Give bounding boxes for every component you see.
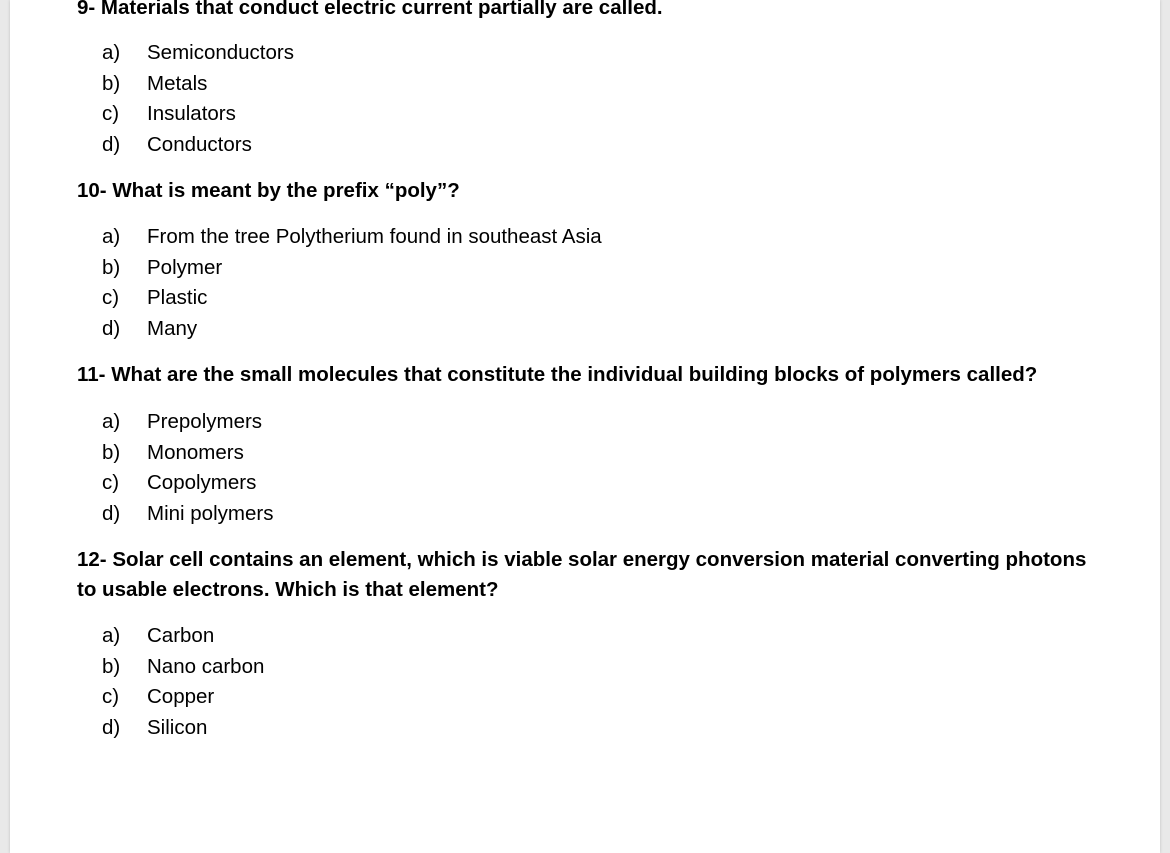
option-letter: d) (102, 716, 121, 740)
question-10-options (102, 222, 602, 345)
option-letter: a) (102, 410, 121, 433)
option-item (102, 222, 602, 253)
option-text: Monomers (147, 440, 244, 464)
option-text: Prepolymers (147, 410, 263, 433)
question-10: 10- What is meant by the prefix “poly”? (77, 179, 460, 202)
option-text: Silicon (147, 716, 208, 740)
question-12-options (102, 621, 264, 744)
option-letter: b) (102, 71, 121, 95)
option-text: Many (147, 317, 198, 341)
option-text: Copolymers (147, 471, 257, 495)
option-item (102, 38, 294, 69)
option-item (102, 69, 294, 100)
option-item (102, 682, 264, 713)
question-11-options (102, 407, 273, 530)
document-page (10, 0, 1160, 853)
option-text: Metals (147, 71, 208, 95)
option-item (102, 407, 273, 438)
option-item (102, 652, 264, 683)
option-text: Mini polymers (147, 502, 274, 526)
option-item (102, 468, 273, 499)
option-item (102, 99, 294, 130)
option-text: Conductors (147, 133, 252, 157)
option-letter: c) (102, 471, 120, 495)
question-9: 9- Materials that conduct electric current partially are called. (77, 0, 663, 19)
option-item (102, 130, 294, 161)
option-text: From the tree Polytherium found in southeast Asia (147, 225, 602, 248)
option-text: Insulators (147, 102, 236, 126)
option-letter: a) (102, 41, 121, 64)
question-11: 11- What are the small molecules that constitute the individual building blocks of polymers called? (77, 363, 1038, 386)
option-item (102, 314, 602, 345)
option-text: Polymer (147, 255, 223, 279)
option-text: Plastic (147, 286, 208, 310)
option-letter: a) (102, 624, 121, 647)
option-item (102, 438, 273, 469)
option-letter: d) (102, 502, 121, 526)
option-item (102, 713, 264, 744)
option-item (102, 621, 264, 652)
option-letter: d) (102, 133, 121, 157)
option-letter: c) (102, 102, 120, 126)
option-item (102, 283, 602, 314)
option-letter: c) (102, 685, 120, 709)
option-item (102, 499, 273, 530)
option-letter: d) (102, 317, 121, 341)
option-letter: b) (102, 654, 121, 678)
question-12: 12- Solar cell contains an element, which is viable solar energy conversion material converting photons to usable electrons. Which is that element? (77, 548, 1087, 601)
option-text: Nano carbon (147, 654, 265, 678)
option-text: Semiconductors (147, 41, 294, 64)
option-item (102, 253, 602, 284)
question-9-options (102, 38, 294, 161)
option-text: Copper (147, 685, 215, 709)
option-letter: a) (102, 225, 121, 248)
option-letter: c) (102, 286, 120, 310)
option-letter: b) (102, 440, 121, 464)
option-text: Carbon (147, 624, 215, 647)
option-letter: b) (102, 255, 121, 279)
